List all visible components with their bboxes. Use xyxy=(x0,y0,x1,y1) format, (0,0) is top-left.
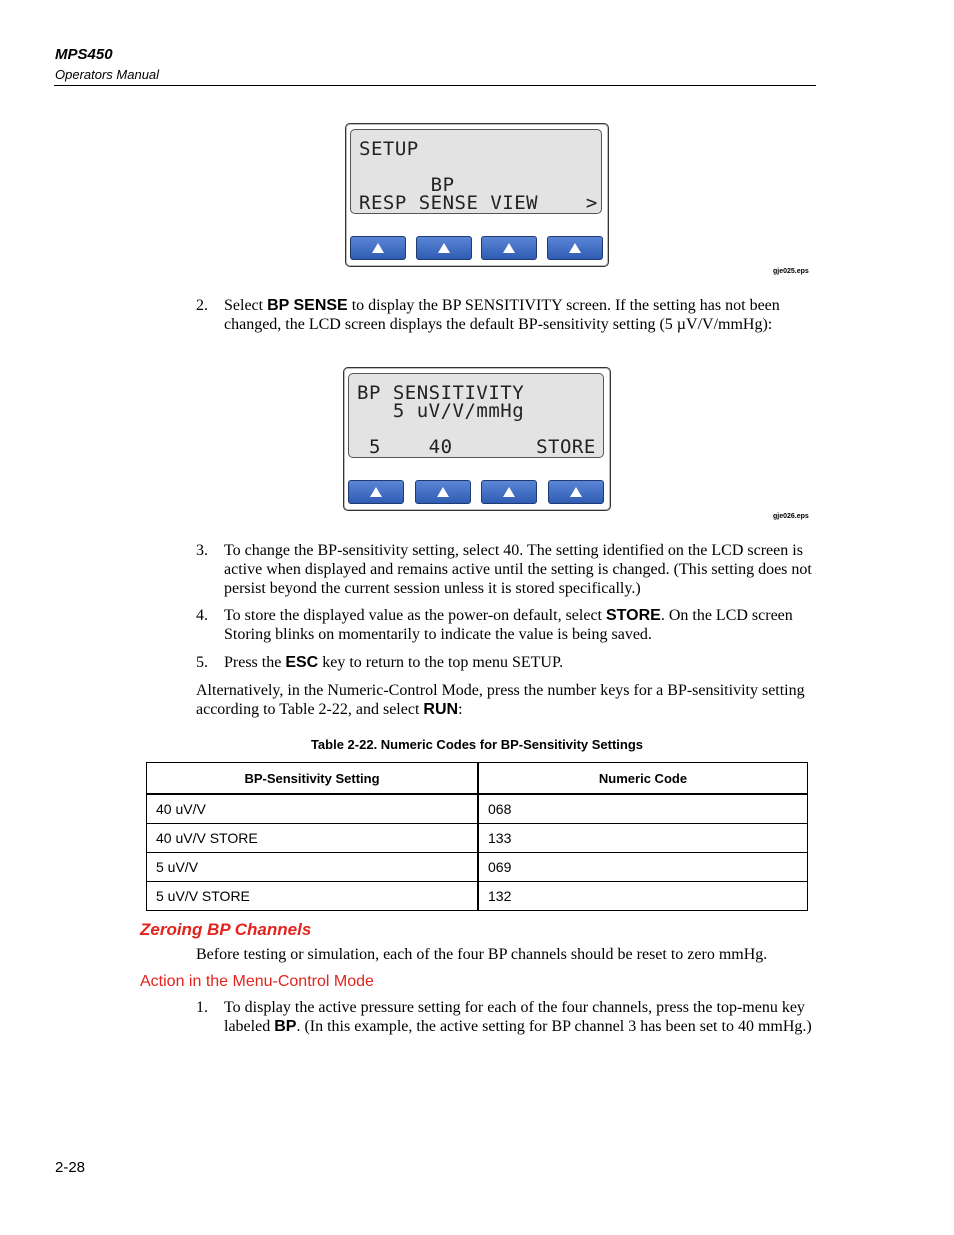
table-row xyxy=(147,824,808,853)
lcd-line-2: BP xyxy=(359,174,455,196)
lcd-figure-setup xyxy=(345,123,609,267)
manual-title: MPS450 xyxy=(55,46,113,63)
table-cell: 5 uV/V xyxy=(147,853,479,882)
table-row xyxy=(147,882,808,911)
arrow-up-icon xyxy=(437,487,449,497)
soft-key-2[interactable] xyxy=(415,480,471,504)
soft-key-3[interactable] xyxy=(481,480,537,504)
step-text: To store the displayed value as the power-on default, select STORE. On the LCD screen Storing blinks on momentarily to indicate the value is being saved. xyxy=(224,607,793,643)
section-heading: Zeroing BP Channels xyxy=(140,920,312,939)
step-number: 5. xyxy=(196,654,208,671)
lcd-screen-setup xyxy=(350,129,602,214)
table-cell: 133 xyxy=(478,824,808,853)
figure-label: gje025.eps xyxy=(773,268,809,275)
table-cell: 069 xyxy=(478,853,808,882)
arrow-up-icon xyxy=(503,243,515,253)
arrow-up-icon xyxy=(438,243,450,253)
arrow-up-icon xyxy=(570,487,582,497)
step-number: 2. xyxy=(196,297,208,314)
table-header-row xyxy=(147,763,808,795)
key-label: STORE xyxy=(605,607,661,624)
header-divider xyxy=(54,85,816,86)
soft-key-1[interactable] xyxy=(348,480,404,504)
alt-paragraph: Alternatively, in the Numeric-Control Mode, press the number keys for a BP-sensitivity setting according to Table 2-22, and select RUN: xyxy=(196,682,805,718)
arrow-up-icon xyxy=(372,243,384,253)
table-cell: 40 uV/V xyxy=(147,794,479,824)
lcd-line-4: 5 40 STORE xyxy=(357,436,596,458)
step-number: 4. xyxy=(196,607,208,624)
column-header: Numeric Code xyxy=(478,763,808,795)
soft-key-4[interactable] xyxy=(548,480,604,504)
figure-label: gje026.eps xyxy=(773,513,809,520)
key-label: BP SENSE xyxy=(267,297,348,314)
lcd-line-1: SETUP xyxy=(359,138,419,160)
step-text: To change the BP-sensitivity setting, select 40. The setting identified on the LCD screen is active when displayed and remains active until the setting is changed. (This setting does not persist beyond the current session unless it is stored specifically.) xyxy=(224,542,812,597)
table-cell: 5 uV/V STORE xyxy=(147,882,479,911)
step-number: 3. xyxy=(196,542,208,559)
subsection-heading: Action in the Menu-Control Mode xyxy=(140,973,374,990)
table-cell: 068 xyxy=(478,794,808,824)
lcd-line-3: RESP SENSE VIEW > xyxy=(359,192,598,214)
soft-key-2[interactable] xyxy=(416,236,472,260)
lcd-line-2: 5 uV/V/mmHg xyxy=(357,400,525,422)
sensitivity-codes-table xyxy=(146,762,808,911)
column-header: BP-Sensitivity Setting xyxy=(147,763,479,795)
key-label: RUN xyxy=(423,701,459,718)
lcd-screen-bp-sensitivity xyxy=(348,373,604,458)
table-caption: Table 2-22. Numeric Codes for BP-Sensitivity Settings xyxy=(310,737,644,752)
page-number: 2-28 xyxy=(55,1159,86,1176)
arrow-up-icon xyxy=(569,243,581,253)
step-text: To display the active pressure setting for each of the four channels, press the top-menu key labeled BP. (In this example, the active setting for BP channel 3 has been set to 40 mmHg.) xyxy=(224,999,812,1035)
table-cell: 40 uV/V STORE xyxy=(147,824,479,853)
section-paragraph: Before testing or simulation, each of the four BP channels should be reset to zero mmHg. xyxy=(196,946,768,963)
arrow-up-icon xyxy=(503,487,515,497)
step-number: 1. xyxy=(196,999,208,1016)
table-cell: 132 xyxy=(478,882,808,911)
soft-key-4[interactable] xyxy=(547,236,603,260)
manual-subtitle: Operators Manual xyxy=(55,67,160,82)
lcd-figure-bp-sensitivity xyxy=(343,367,611,511)
key-label: ESC xyxy=(285,654,319,671)
arrow-up-icon xyxy=(370,487,382,497)
lcd-line-1: BP SENSITIVITY xyxy=(357,382,525,404)
table-row xyxy=(147,853,808,882)
step-text: Press the ESC key to return to the top menu SETUP. xyxy=(224,654,564,671)
soft-key-1[interactable] xyxy=(350,236,406,260)
table-row xyxy=(147,794,808,824)
key-label: BP xyxy=(274,1018,297,1035)
soft-key-3[interactable] xyxy=(481,236,537,260)
step-text: Select BP SENSE to display the BP SENSITIVITY screen. If the setting has not been changed, the LCD screen displays the default BP-sensitivity setting (5 µV/V/mmHg): xyxy=(224,297,780,333)
